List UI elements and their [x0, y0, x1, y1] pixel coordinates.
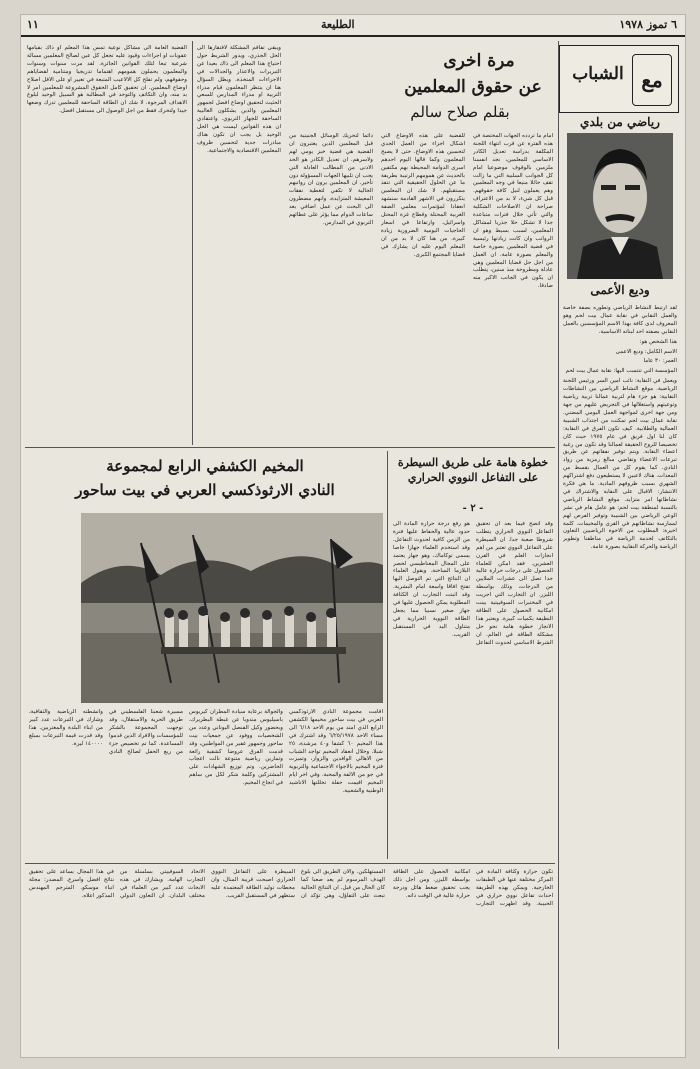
profile-fact: هذا الشخص هو:: [639, 338, 677, 345]
teachers-kicker: مرة اخرى: [443, 51, 515, 71]
teachers-column-3: دائما لتحريك الوسائل الجنينية من قبل المعلمين الذين يعتبرون ان القضية هي قضية خبز يومي لهم ولاسرهم. ان تعديل الكادر هو الحد الادنى من المطالب العادلة التي يجب ان تلبيها الجهات المسؤولة دون تأخير. ان المعلمين يرون ان رواتبهم الحالية لا تكفي لتغطية نفقات المعيشة المتزايدة، وانهم مضطرون الى البحث عن عمل اضافي بعد ساعات الدوام مما يؤثر على عطائهم التربوي في المدارس.: [289, 133, 373, 226]
section-rule: [25, 863, 555, 864]
issue-date: ٦ تموز ١٩٧٨: [619, 18, 677, 31]
bottom-column-3: الاتحاد السوفييتي بسلسلة من التجارب الهامة. ويشارك في هذه الابحاث عدد كبير من العلماء في مختلف البلدان. ان التعاون الدولي في هذا المجال يساعد على تحقيق نتائج افضل واسرع. المصدر: مجلة انباء موسكو. المترجم المهندس المذكور اعلاه.: [29, 869, 205, 899]
teachers-byline: بقلم صلاح سالم: [410, 103, 510, 121]
portrait-image: [567, 133, 673, 279]
section-logo: مع: [632, 54, 672, 106]
profile-intro: لقد ارتبط النشاط الرياضي وتطوره بصفة خاصة والعمل النقابي في نقابة عمال بيت لحم وهو المعروف لدى كافة بهذا الاسم المؤسسين بالعمل النقابي بصفته احد لبناته الاساسية.: [563, 305, 677, 335]
profile-fact: العمر: ٣٠ عاما: [643, 358, 677, 365]
profile-title: رياضي من بلدي: [580, 115, 660, 129]
bottom-column-2: المستهلكين. والآن الطريق الى بلوغ الهدف المرسوم لم يعد صعبا كما كان الحال من قبل. ان النتائج الحالية تبعث على التفاؤل، وهي تؤكد ان السيطرة على التفاعل النووي الحراري اصبحت قريبة المنال، وان محطات توليد الطاقة المعتمدة عليه ستظهر في المستقبل القريب.: [211, 869, 385, 899]
nuclear-headline: خطوة هامة على طريق السيطرة على التفاعل النووي الحراري: [397, 456, 549, 484]
camp-headline-1: المخيم الكشفي الرابع لمجموعة: [106, 457, 304, 475]
page-header: [21, 15, 685, 37]
camp-image: [81, 513, 383, 703]
camp-headline-2: النادي الارثوذكسي العربي في بيت ساحور: [75, 481, 335, 499]
section-rule: [25, 447, 555, 448]
nuclear-body: وقد اتضح فيما بعد ان تحقيق التفاعل النووي الحراري يتطلب شروطا صعبة جدا. ان السيطرة على التفاعل النووي تعتبر من اهم انجازات العلم في القرن العشرين. فقد امكن للعلماء الحصول على درجات حرارة عالية جدا تصل الى عشرات الملايين من الدرجات، وذلك بواسطة الليزر. ان التجارب التي اجريت في المختبرات السوفييتية بينت امكانية الحصول على الطاقة النظيفة بكميات كبيرة. ويعتبر هذا الانجاز خطوة هامة نحو حل مشكلة الطاقة في العالم. ان الشرط الاساسي لحدوث التفاعل هو رفع درجة حرارة المادة الى حدود عالية والحفاظ عليها فترة من الزمن كافية لحدوث التفاعل. وقد استخدم العلماء جهازا خاصا يسمى توكاماك، وهو جهاز يعتمد على المجال المغناطيسي لحصر البلازما الساخنة. ويقول العلماء ان النتائج التي تم التوصل اليها تفتح افاقا واسعة امام البشرية. وقد اثبتت التجارب ان الكثافة المطلوبة يمكن الحصول عليها في جهاز صغير نسبيا مما يجعل الطاقة النووية الحرارية في متناول اليد في المستقبل القريب.: [393, 521, 553, 646]
page-number: ١١: [27, 18, 39, 31]
profile-fact: المؤسسة التي تنتسب اليها: نقابة عمال بيت لحم: [565, 368, 677, 375]
teachers-column-5: القضية العامة الى مشاكل نوعية تمس هذا المعلم او ذاك بقيامها عقوبات او اجراءات وقيود عليه تجعل كل عين لصالح المعلمين مسالة شرعية تبعا لتلك القوانين الجائرة. لقد مرت سنوات وسنوات والمعلمون يحملون همومهم اهتماما تدريجيا ومتنامية لقضاياهم وحقوقهم، ولم تفلح كل الالاعيب المتبعة في تغيير او على الاقل اصلاح اوضاع المعلمين. ان تحقيق كامل الحقوق المشروعة للمعلمين امر لا بد منه، وان التكاتف والتوحد في المطالبة هو السبيل الوحيد لبلوغ الاهداف المرجوة. لا شك ان الطاقة الساحقة للمعلمين تدرك وضعها جيدا ولتحرك فقط من اجل الوصول الى مستقبل افضل.: [27, 45, 187, 115]
section-banner: [559, 45, 679, 113]
paper-name: الطليعة: [321, 18, 355, 31]
nuclear-part: - ٢ -: [462, 503, 484, 514]
column-rule: [558, 41, 559, 1049]
camp-column-1: اقامت مجموعة النادي الارثوذكسي العربي في بيت ساحور مخيمها الكشفي الرابع الذي امتد من يوم الاحد ٦/١٨ الى مساء الاحد ٦/٢٥/١٩٧٨ وقد اشترك في هذا المخيم ٦٠ كشفا و٤٠ مرشدة، ٢٥ شبلا. وخلال انعقاد المخيم تواجد الشباب من الاهالي الوافدين والزوار، وتميزت فترة المخيم بالاجواء الاجتماعية والتربوية في جو من الالفة والمحبة. وفي اخر ايام المخيم اقيمت حفلة تخللتها الاناشيد الوطنية والشعبية.: [289, 709, 383, 795]
profile-fact: الاسم الكامل: وديع الاعمى: [615, 348, 677, 355]
column-rule: [387, 451, 388, 859]
camp-photo: [81, 513, 383, 703]
teachers-column-1: امام ما تردده الجهات المختصة في هذه الفترة عن قرب انتهاء اللجنة المكلفة بدراسة تعديل الكادر الاساسي للمعلمين، نجد انفسنا ملزمين بالوقوف موضوعيا امام كل الجوانب السلبية التي ما زالت تقف حائلا منيعا في وجه المعلمين وهم يعملون لنيل كافة حقوقهم. قبل كل شيء، لا بد من الاعتراف صراحة ان الاصلاحات الشكلية والتي تأتي خلال فترات متباعدة جدا لا تشكل حلا جذريا لمشاكل المعلمين، لسبب بسيط وهو ان الرواتب وان كانت زيادتها رئيسية في قضية المعلمين بصورة خاصة والمعلم بصورة عامة. ان العمل من اجل حل قضايا المعلمين وهي عادلة ومطروحة منذ سنين، يتطلب ان يكون في الجانب الاكبر منه صادقا.: [473, 133, 553, 290]
teachers-column-4: ويبقى تفاقم المشكلة لافتقارها الى الحل الجذري، ويدور الشريط حول احتياج هذا المعلم الى ذاك بعيدا عن التبريرات والاعذار والجدالات في الاجراءات المتخذة. ويظل السؤال هنا ان ينتظر المعلمون قيام مدراء التربية او مدراء المدارس للسعي الحثيث لتحقيق اوضاع افضل لجمهور المعلمين والذين يشكلون الغالبية الساحقة للجهاز التربوي. واعتقادي ان هذه القوانين ليست هي الحل الوحيد بل يجب ان تكون هناك مبادرات جدية لتحسين ظروف المعلمين الاقتصادية والاجتماعية.: [197, 45, 281, 154]
column-rule: [192, 41, 193, 445]
teachers-column-2: للقضية على هذه الاوضاع التي اشكال اجزاء من العمل الجدي لتحسين هذه الاوضاع. حتى لا يصبح المعلمون وكما قالها اليوم احدهم اسرى الدوامة المحيطة بهم مكتفين بالحديث عن همومهم الرتيبة بطريقة ما عن الحلول الحقيقية التي تنقذ مستقبلهم. لا شك ان المعلمين يتكررون في الاشهر القادمة سنشهد انعقادا لمؤتمرات معلمي الضفة الغربية المحتلة وقطاع غزة المحتل واسرائيل، وارتفاعا في اسعار الحاجيات اليومية الضرورية زيادة كبيرة. من هنا كان لا بد من ان المعلم اليوم عليه ان يشارك في قضايا المجتمع الكبرى.: [381, 133, 465, 258]
portrait-photo: [567, 133, 673, 279]
profile-name: وديع الأعمى: [590, 283, 650, 297]
camp-column-2: والجوالة برعاية سيادة المطران كيريوس باسيليوس مندوبا عن غبطة البطريرك، وبحضور وكيل الفنصل اليوناني وعدد من الشخصيات ووفود عن جمعيات بيت ساحور وجمهور غفير من المواطنين، وقد قدمت الفرق عروضا كشفية رائعة وتمارين رياضية متنوعة نالت اعجاب الحاضرين. وتم توزيع الشهادات على المشتركين وكلمة شكر لكل من ساهم في انجاح المخيم.: [189, 709, 283, 787]
newspaper-page: [20, 14, 686, 1058]
camp-column-3: مسيرة شعبنا الفلسطيني في طريق الحرية والاستقلال، وقد توجهت المجموعة بالشكر للمؤسسات والافراد الذين قدموا المساعدة. كما تم تخصيص جزء من ريع الحفل لصالح النادي وانشطته الرياضية والثقافية، وشارك في التبرعات عدد كبير من ابناء البلدة والمغتربين. هذا وقد قدرت قيمة التبرعات بمبلغ ١٤٠٠٠٠ ليرة.: [29, 709, 183, 755]
profile-body: ويعمل في النقابة: نائب امين السر ورئيس اللجنة الرياضية. موقع النشاط الرياضي بين النشاطات النقابية: هو جزء هام لتربية عمالنا تربية رياضية وتوعيتهم واستغلالها في التحريض عليهم من جهة ومن جهة اخرى لمواجهة العمل اليومي المضني. نقابة عمال بيت لحم تمكنت من اجتذاب الشبيبة العمالية والطلابية. كيف تكون الفرق في النقابة: كان لنا اول فريق في عام ١٩٧٥ حيث كان تخصيصا للروح الحقيقة لعمالنا وقد تكون من رغبة اعضاء النقابة. ويتم توفير نفقاتهم عن طريق تبرعات الاعضاء وتقاضي مبالغ رمزية من رواد النادي. كما يقوم كل من العمال بقسط من المعدات. هناك لاعبين لا يستطيعون دفع اشتراكهم الشهري بسبب ظروفهم المادية. ما هي فكرة الانتشار: الاقبال على النقابة والاشتراك في نشاطاتها امر متزايد. موقع النشاط الرياضي بالنسبة لمنطقة بيت لحم: هو عامل هام في نشر الوعي الرياضي بين الشبيبة وتوفير الفرص لهم لممارسة نشاطاتهم في القرى والمخيمات. كلمة اخيرة: المطلوب من الاخوة الرياضيين التعاون بالتكاتف لخدمة الرياضة في مناطقنا وتطوير الرياضة والحركة النقابية بصورة عامة.: [563, 378, 677, 551]
bottom-column-1: تكون حرارة وكثافة المادة في المركز مختلفة عنها في الطبقات الخارجية. ويمكن بهذه الطريقة احداث تفاعل نووي حراري في الحبيبة. وقد اظهرت التجارب امكانية الحصول على الطاقة بواسطة الليزر. ومن اجل ذلك يجب تحقيق ضغط هائل ودرجة حرارة عالية في الوقت ذاته.: [393, 869, 553, 907]
profile-text: [563, 305, 677, 1045]
teachers-headline: عن حقوق المعلمين: [404, 77, 542, 97]
section-name: الشباب: [572, 64, 624, 84]
